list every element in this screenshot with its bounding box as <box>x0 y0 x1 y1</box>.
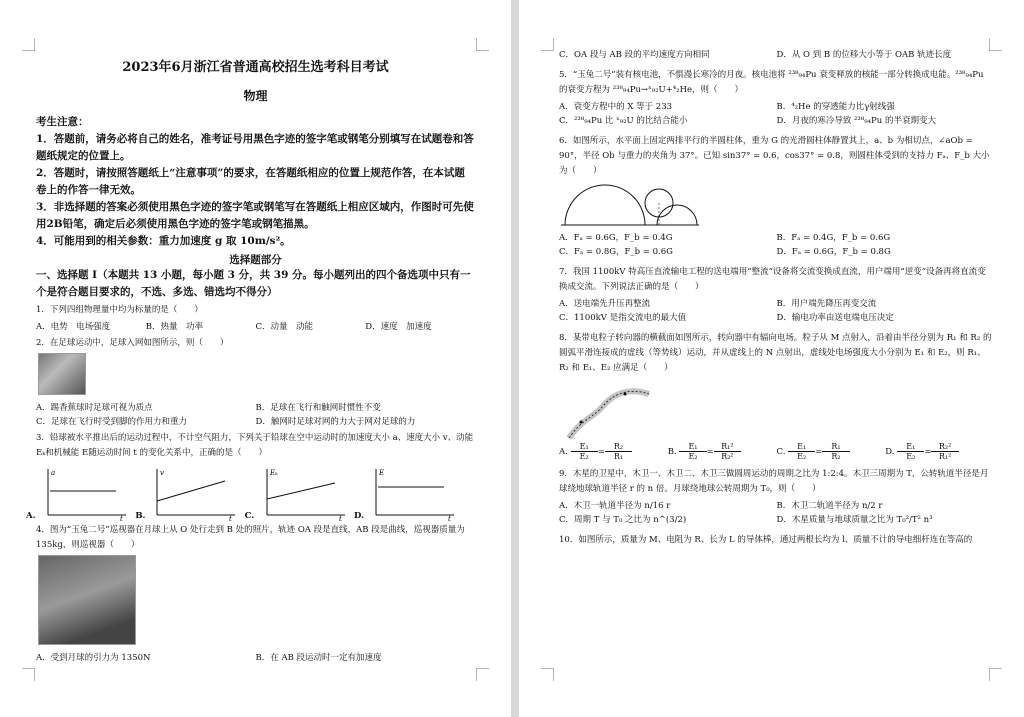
cylinder-diagram <box>561 181 701 227</box>
crop-mark <box>541 38 554 51</box>
graph-c-svg <box>261 465 347 521</box>
question-7: 7．我国 1100kV 特高压直流输电工程的送电端用“整流”设备将交流变换成直流，用户端用“逆变”设备再将直流变换成交流。下列说法正确的是（ ） <box>559 267 986 292</box>
option-c: C．动量 动能 <box>255 322 314 332</box>
crop-mark <box>989 668 1002 681</box>
question-3: 3．铅球被水平推出后的运动过程中，不计空气阻力，下列关于铅球在空中运动时的加速度大小 a、速度大小 v、动能 Eₖ和机械能 E随运动时间 t 的变化关系中，正确的是（ ） <box>36 433 474 458</box>
graph-c-xlabel: t <box>338 515 342 521</box>
crop-mark <box>476 38 489 51</box>
graph-c <box>244 465 347 521</box>
question-5-options <box>559 100 994 128</box>
graph-a-svg <box>42 465 128 521</box>
option-d: D．月夜的寒冷导致 ²³⁸₉₄Pu 的半衰期变大 <box>776 116 936 126</box>
option-a: A．电势 电场强度 <box>36 322 111 332</box>
graph-a-ylabel: a <box>51 469 56 477</box>
option-d: D．从 O 到 B 的位移大小等于 OAB 轨迹长度 <box>776 50 952 60</box>
option-a: A．送电端先升压再整流 <box>559 299 651 309</box>
crop-mark <box>476 668 489 681</box>
football-photo <box>38 353 86 395</box>
notice-3: 3．非选择题的答案必须使用黑色字迹的签字笔或钢笔写在答题纸上相应区域内，作图时可先使用2B铅笔，确定后必须使用黑色字迹的签字笔或钢笔描黑。 <box>36 201 474 230</box>
lunar-rover-photo <box>38 555 136 645</box>
option-c: C. $\frac{\text{E₁}}{\text{E₂}}$ = $\frac{\text{R₁}}{\text{R₂}}$ <box>777 442 886 461</box>
crop-mark <box>541 668 554 681</box>
graph-d-svg <box>370 465 456 521</box>
graph-c-ylabel: Eₖ <box>269 469 278 477</box>
graph-b-svg <box>151 465 237 521</box>
option-a: A．Fₐ = 0.6G，F_b = 0.4G <box>559 233 673 243</box>
question-8: 8．某带电粒子转向器的横截面如图所示，转向器中有辐向电场。粒子从 M 点射入，沿着由半径分别为 R₁ 和 R₂ 的圆弧平滑连接成的虚线（等势线）运动，并从虚线上的 N 点射出，虚线处电场强度大小分别为 E₁ 和 E₂，则 R₁、R₂ 和 E₁、E₂ 应满足（ ） <box>559 333 992 373</box>
question-4: 4．图为“玉兔二号”巡视器在月球上从 O 处行走到 B 处的照片，轨迹 OA 段是直线，AB 段是曲线，巡视器质量为 135kg，则巡视器（ ） <box>36 525 465 550</box>
option-d: D．速度 加速度 <box>365 322 432 332</box>
question-8-options <box>559 442 994 461</box>
option-c: C．足球在飞行时受到脚的作用力和重力 <box>36 417 188 427</box>
option-d: D．Fₐ = 0.6G，F_b = 0.8G <box>776 247 891 257</box>
option-c: C．²³⁸₉₄Pu 比 ˣ₉₂U 的比结合能小 <box>559 116 688 126</box>
option-d-label: D. <box>885 447 895 457</box>
option-a: A．木卫一轨道半径为 n/16 r <box>559 501 671 511</box>
graph-b <box>135 465 237 521</box>
question-7-options <box>559 297 994 325</box>
question-1: 1．下列四组物理量中均为标量的是（ ） <box>36 305 203 315</box>
option-a: A．受到月球的引力为 1350N <box>36 653 151 663</box>
exam-page-left <box>0 0 511 717</box>
graph-a <box>26 465 128 521</box>
notice-heading: 考生注意： <box>36 116 89 128</box>
option-c: C．OA 段与 AB 段的平均速度方向相同 <box>559 50 710 60</box>
option-b: B．用户端先降压再变交流 <box>776 299 877 309</box>
option-c: C．Fₐ = 0.8G，F_b = 0.6G <box>559 247 673 257</box>
option-a: A．衰变方程中的 X 等于 233 <box>559 102 673 112</box>
graph-b-label: B. <box>135 511 146 521</box>
option-d: D. $\frac{\text{E₁}}{\text{E₂}}$ = $\frac{\text{R₂²}}{\text{R₁²}}$ <box>885 442 994 461</box>
section-heading: 选择题部分 <box>229 254 282 266</box>
exam-title: 2023年6月浙江省普通高校招生选考科目考试 <box>122 60 389 75</box>
section-intro: 一、选择题 I（本题共 13 小题，每小题 3 分，共 39 分。每小题列出的四个备选项中只有一个是符合题目要求的，不选、多选、错选均不得分） <box>36 269 471 298</box>
option-c: C．1100kV 是指交流电的最大值 <box>559 313 687 323</box>
graph-a-xlabel: t <box>120 515 123 521</box>
question-5: 5．“玉兔二号”装有核电池，不惧漫长寒冷的月夜。核电池将 ²³⁸₉₄Pu 衰变释放的核能一部分转换成电能。²³⁸₉₄Pu 的衰变方程为 ²³⁸₉₄Pu→ˣ₉₂U+⁴₂He，则（ ） <box>559 70 984 95</box>
exam-page-right <box>519 0 1024 717</box>
option-b: B．热量 功率 <box>145 322 203 332</box>
notice-4: 4．可能用到的相关参数：重力加速度 g 取 10m/s²。 <box>36 235 291 247</box>
question-1-options <box>36 320 475 334</box>
question-9-options <box>559 499 994 527</box>
option-b: B．足球在飞行和触网时惯性不变 <box>255 403 381 413</box>
question-2-options <box>36 401 475 429</box>
question-6-options <box>559 231 994 259</box>
crop-mark <box>989 38 1002 51</box>
question-4-options-cont <box>559 48 994 62</box>
graph-d-ylabel: E <box>378 469 385 477</box>
question-9: 9．木星的卫星中，木卫一、木卫二、木卫三做圆周运动的周期之比为 1:2:4。木卫三周期为 T，公转轨道半径是月球绕地球轨道半径 r 的 n 倍。月球绕地球公转周期为 T₀，则（ ） <box>559 469 989 494</box>
crop-mark <box>22 668 35 681</box>
graph-d-label: D. <box>353 511 365 521</box>
notice-1: 1．答题前，请务必将自己的姓名，准考证号用黑色字迹的签字笔或钢笔分别填写在试题卷和答题纸规定的位置上。 <box>36 133 474 162</box>
option-a: A．踢香蕉球时足球可视为质点 <box>36 403 153 413</box>
option-b: B．木卫二轨道半径为 n/2 r <box>776 501 883 511</box>
graph-d <box>353 465 456 521</box>
question-4-options <box>36 651 475 665</box>
option-c: C．周期 T 与 T₀ 之比为 n^(3/2) <box>559 515 687 525</box>
crop-mark <box>22 38 35 51</box>
option-d: D．木星质量与地球质量之比为 T₀²/T² n³ <box>776 515 933 525</box>
question-6: 6．如图所示，水平面上固定两排平行的半圆柱体，重为 G 的光滑圆柱体静置其上，a、b 为相切点，∠aOb = 90°，半径 Ob 与重力的夹角为 37°。已知 sin37° = 0.6，cos37° = 0.8，则圆柱体受到的支持力 Fₐ、F_b 大小为（ ） <box>559 136 990 176</box>
question-3-graphs <box>26 465 456 521</box>
graph-b-xlabel: t <box>229 515 233 521</box>
deflector-diagram <box>563 378 653 440</box>
option-b: B．在 AB 段运动时一定有加速度 <box>255 653 382 663</box>
option-a: A. $\frac{\text{E₁}}{\text{E₂}}$ = $\frac{\text{R₂}}{\text{R₁}}$ <box>559 442 668 461</box>
notice-2: 2．答题时，请按照答题纸上“注意事项”的要求，在答题纸相应的位置上规范作答，在本试题卷上的作答一律无效。 <box>36 167 465 196</box>
option-c-label: C. <box>776 447 786 457</box>
option-d: D．触网时足球对网的力大于网对足球的力 <box>255 417 416 427</box>
question-2: 2．在足球运动中，足球入网如图所示，则（ ） <box>36 338 229 348</box>
graph-c-label: C. <box>244 511 255 521</box>
question-10: 10．如图所示，质量为 M、电阻为 R、长为 L 的导体棒，通过两根长均为 l、质量不计的导电细杆连在等高的 <box>559 535 973 545</box>
option-b: B. $\frac{\text{E₁}}{\text{E₂}}$ = $\frac{\text{R₁²}}{\text{R₂²}}$ <box>668 442 777 461</box>
option-d: D．输电功率由送电端电压决定 <box>776 313 894 323</box>
option-b: B．Fₐ = 0.4G，F_b = 0.6G <box>776 233 891 243</box>
option-a-label: A. <box>559 447 568 457</box>
graph-d-xlabel: t <box>447 515 451 521</box>
exam-subject: 物理 <box>243 89 268 103</box>
graph-b-ylabel: v <box>160 469 165 477</box>
graph-a-label: A. <box>26 511 36 521</box>
option-b-label: B. <box>667 447 677 457</box>
option-b: B．⁴₂He 的穿透能力比γ射线强 <box>776 102 895 112</box>
